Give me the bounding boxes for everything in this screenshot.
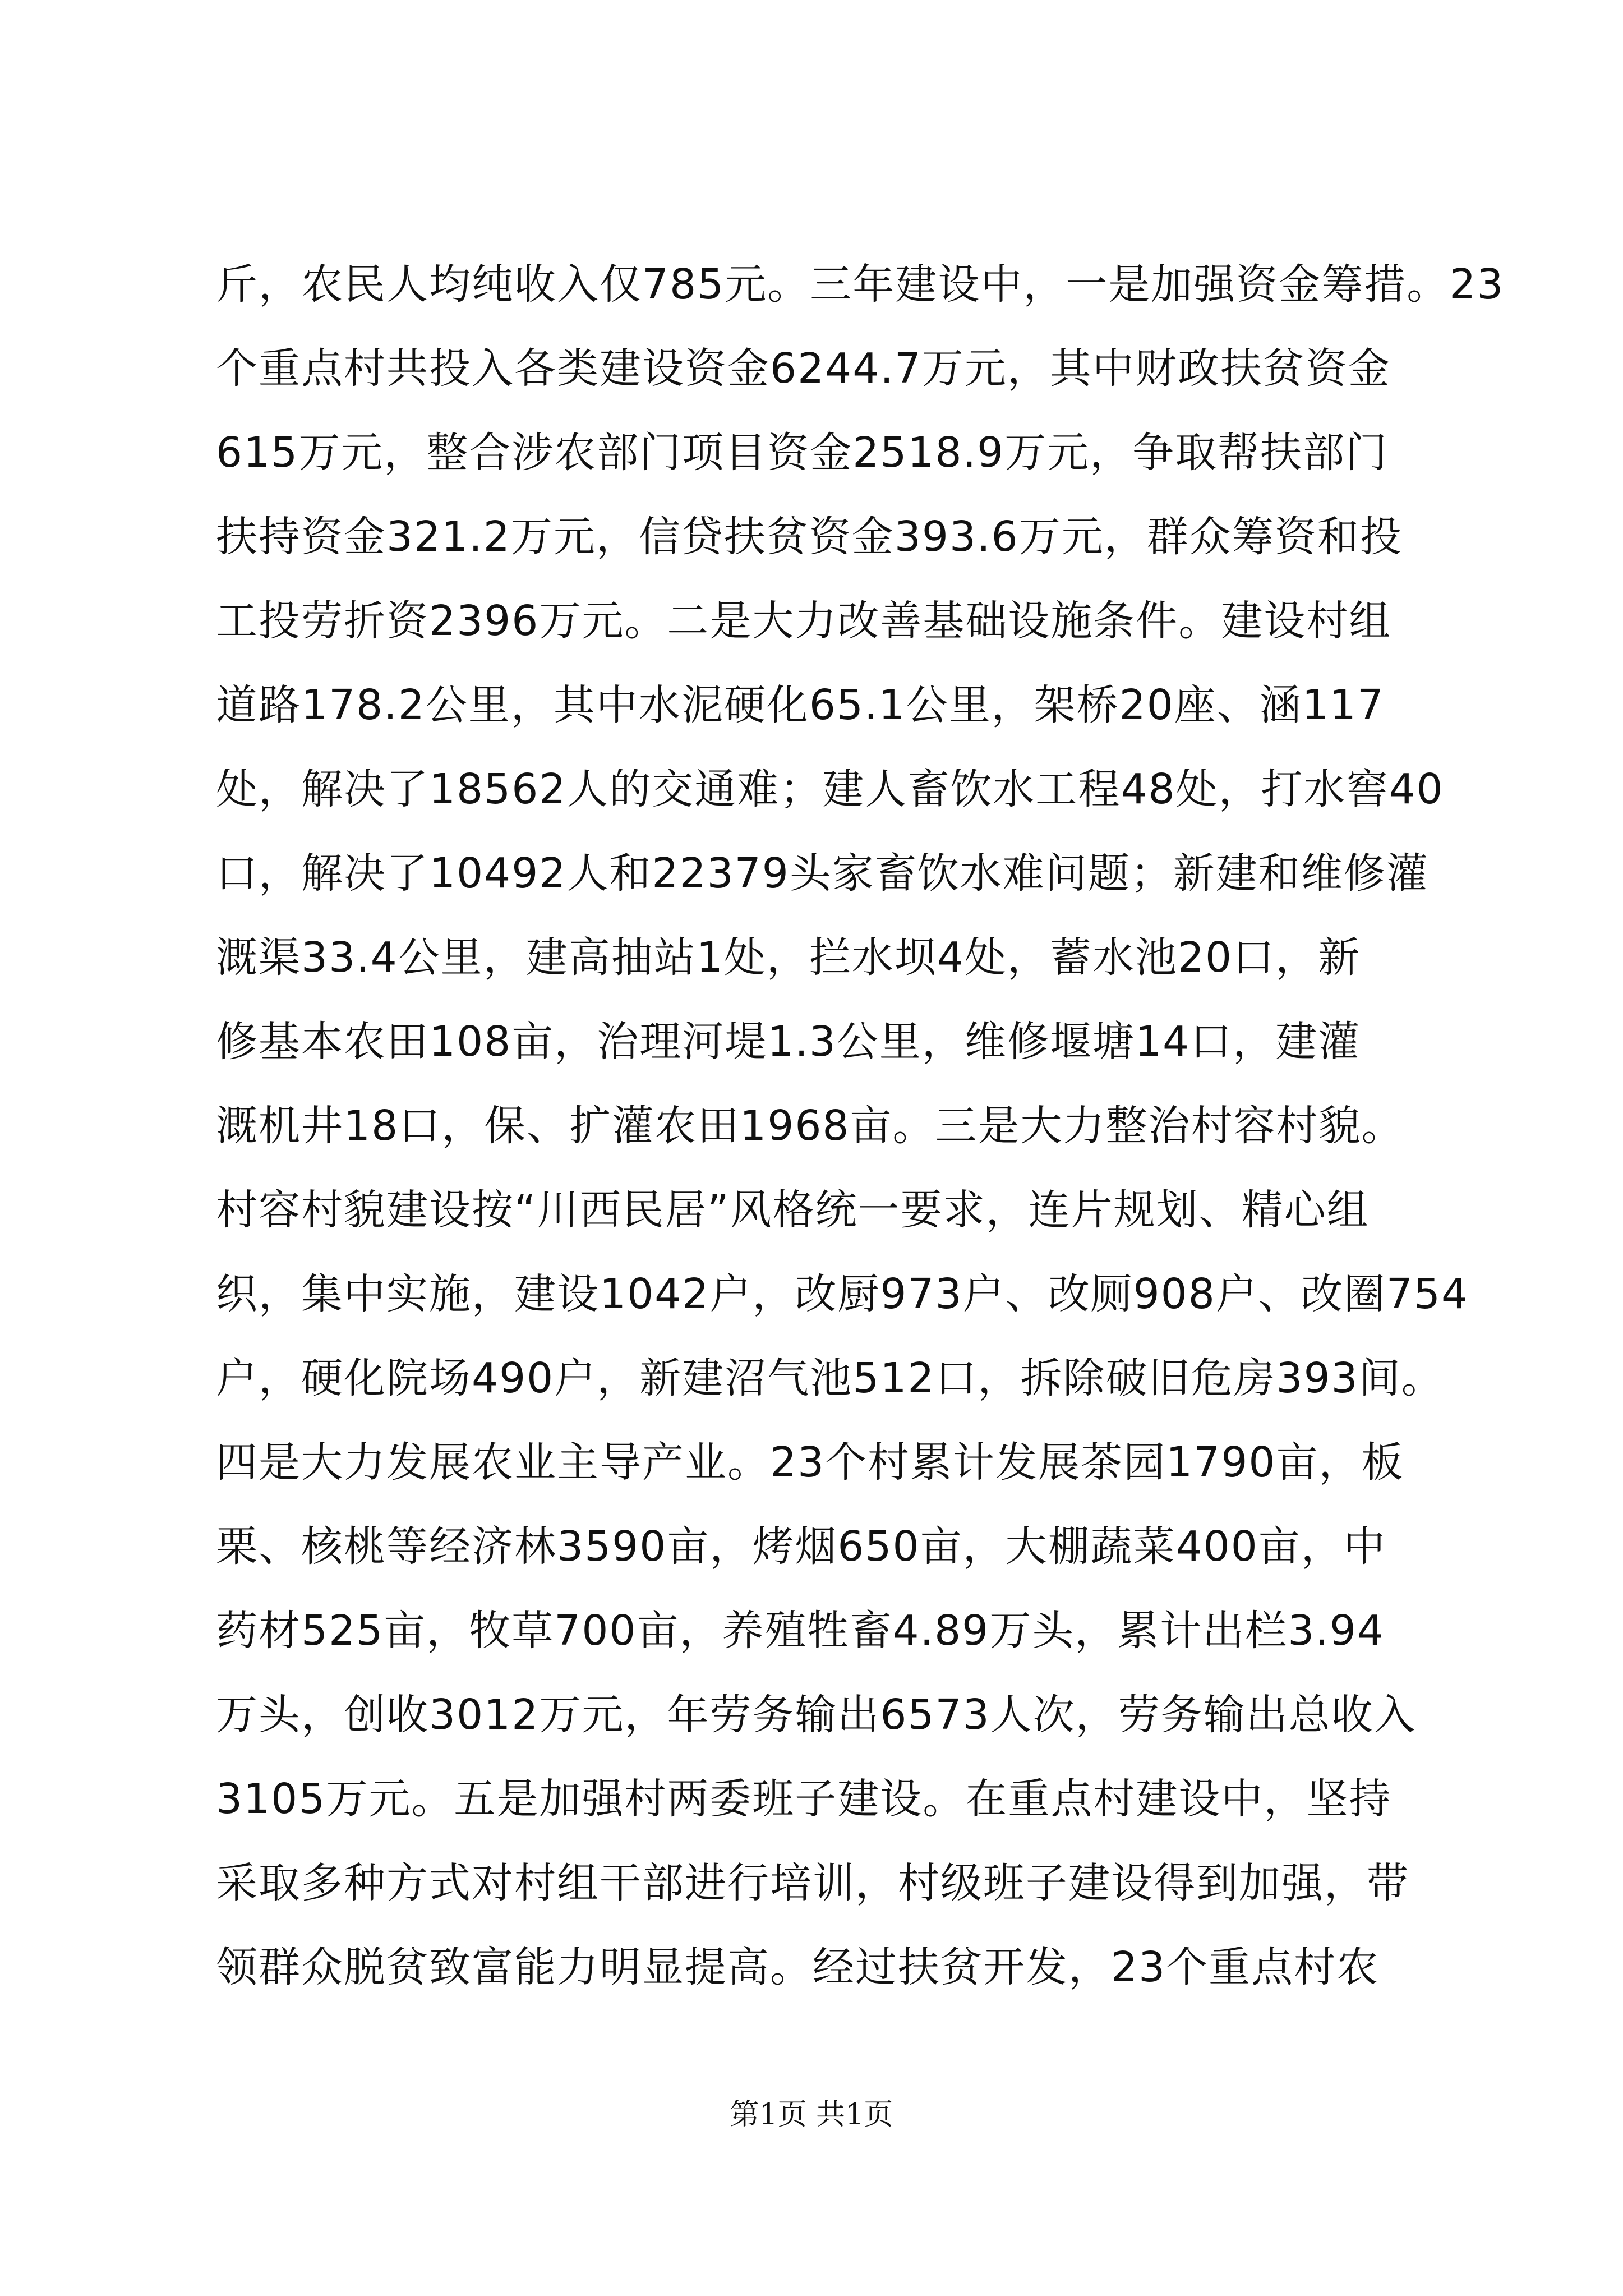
text-line: 道路178.2公里，其中水泥硬化65.1公里，架桥20座、涵117 (216, 681, 1385, 729)
text-line: 溉渠33.4公里，建高抽站1处，拦水坝4处，蓄水池20口，新 (216, 933, 1361, 982)
text-line: 万头，创收3012万元，年劳务输出6573人次，劳务输出总收入 (216, 1691, 1417, 1739)
text-line: 处，解决了18562人的交通难；建人畜饮水工程48处，打水窖40 (216, 765, 1444, 813)
page-footer (0, 2095, 1623, 2134)
text-line: 口，解决了10492人和22379头家畜饮水难问题；新建和维修灌 (216, 849, 1429, 898)
text-line: 工投劳折资2396万元。二是大力改善基础设施条件。建设村组 (216, 597, 1392, 645)
text-line: 户，硬化院场490户，新建沼气池512口，拆除破旧危房393间。 (216, 1354, 1444, 1402)
body-paragraph (216, 242, 1505, 2009)
text-line: 3105万元。五是加强村两委班子建设。在重点村建设中，坚持 (216, 1775, 1392, 1823)
text-line: 四是大力发展农业主导产业。23个村累计发展茶园1790亩，板 (216, 1438, 1404, 1487)
text-line: 药材525亩，牧草700亩，养殖牲畜4.89万头，累计出栏3.94 (216, 1607, 1385, 1655)
text-line: 个重点村共投入各类建设资金6244.7万元，其中财政扶贫资金 (216, 344, 1391, 393)
text-line: 采取多种方式对村组干部进行培训，村级班子建设得到加强，带 (216, 1859, 1409, 1907)
text-line: 修基本农田108亩，治理河堤1.3公里，维修堰塘14口，建灌 (216, 1018, 1361, 1066)
text-line: 村容村貌建设按“川西民居”风格统一要求，连片规划、精心组 (216, 1186, 1370, 1234)
page-number-label: 第1页 共1页 (730, 2098, 893, 2132)
text-line: 栗、核桃等经济林3590亩，烤烟650亩，大棚蔬菜400亩，中 (216, 1522, 1386, 1571)
text-line: 扶持资金321.2万元，信贷扶贫资金393.6万元，群众筹资和投 (216, 513, 1403, 561)
text-line: 溉机井18口，保、扩灌农田1968亩。三是大力整治村容村貌。 (216, 1102, 1404, 1150)
text-line: 斤，农民人均纯收入仅785元。三年建设中，一是加强资金筹措。23 (216, 260, 1505, 309)
text-line: 615万元，整合涉农部门项目资金2518.9万元，争取帮扶部门 (216, 429, 1389, 477)
text-line: 领群众脱贫致富能力明显提高。经过扶贫开发，23个重点村农 (216, 1943, 1380, 1991)
text-line: 织，集中实施，建设1042户，改厨973户、改厕908户、改圈754 (216, 1270, 1469, 1318)
